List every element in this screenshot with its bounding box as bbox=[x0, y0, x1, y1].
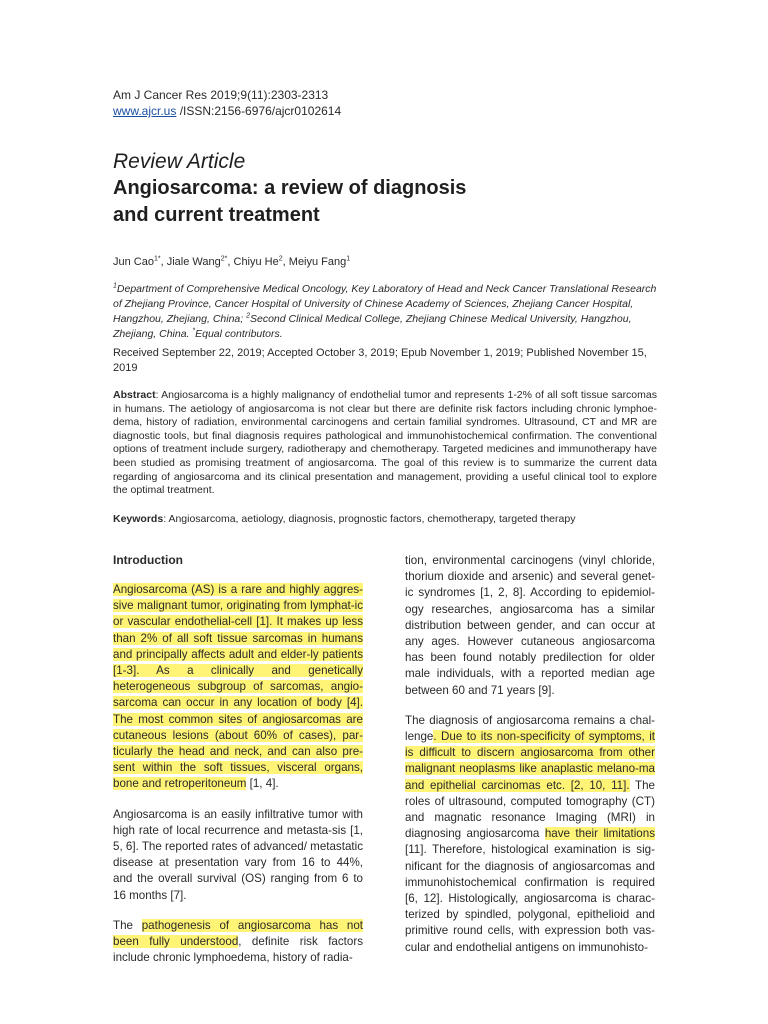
highlighted-text: have their limitations bbox=[544, 827, 655, 841]
paragraph-text: [1, 4]. bbox=[246, 777, 279, 791]
abstract bbox=[113, 389, 657, 498]
paragraph: Angiosarcoma is an easily infiltrative tumor with high rate of local recurrence and metasta-sis [1, 5, 6]. The reported rates of advanced/ metastatic disease at presentation vary from 16 to 44%, and the overall survival (OS) ranging from 6 to 16 months [7]. bbox=[113, 807, 363, 902]
affiliation-1: Department of Comprehensive Medical Oncology, Key Laboratory of Head and Neck Cancer Translational Research of Zhejiang Province, Cancer Hospital of University of Chinese Academy of Sciences, Zhejiang Cancer Hospital, Hangzhou, Zhejiang, China; bbox=[113, 283, 657, 325]
author-sup: 2 bbox=[278, 255, 283, 263]
keywords-label: Keywords bbox=[113, 513, 164, 525]
affiliation-2: Second Clinical Medical College, Zhejiang Chinese Medical University, Hangzhou, Zhejiang, China. bbox=[113, 313, 632, 340]
highlighted-text: . Due to its non-specificity of symptoms, it is difficult to discern angiosarcoma from other malignant neoplasms like anaplastic melano-ma and epithelial carcinomas etc. [2, 10, 11]. bbox=[405, 730, 655, 792]
paragraph-text: The roles of ultrasound, computed tomography (CT) and magnatic resonance Imaging (MRI) in diagnosing angiosarcoma bbox=[405, 778, 655, 841]
paragraph-text: [11]. Therefore, histological examination is sig-nificant for the diagnosis of angiosarcomas and immunohistochemical confirmation is required [6, 12]. Histologically, angiosarcoma is charac-terized by spindled, polygonal, epithelioid and primitive round cells, with expression both vas-cular and endothelial antigens on immunohisto- bbox=[405, 843, 655, 954]
author-sup: 1 bbox=[346, 255, 351, 263]
paragraph-text: The bbox=[113, 918, 142, 932]
left-column bbox=[113, 582, 363, 980]
journal-link-line bbox=[113, 104, 341, 119]
author-list: Jun Cao$^{1*}$, Jiale Wang$^{2*}$, Chiyu He$^2$, Meiyu Fang$^1$ bbox=[113, 255, 351, 268]
section-heading-introduction: Introduction bbox=[113, 553, 183, 567]
author-name: Meiyu Fang bbox=[288, 256, 347, 268]
article-title bbox=[113, 175, 466, 229]
article-type: Review Article bbox=[113, 150, 246, 173]
keywords-text: : Angiosarcoma, aetiology, diagnosis, prognostic factors, chemotherapy, targeted therapy bbox=[163, 513, 576, 525]
keywords bbox=[113, 513, 657, 527]
paragraph: tion, environmental carcinogens (vinyl chloride, thorium dioxide and arsenic) and several genet-ic syndromes [1, 2, 8]. According to epidemiol-ogy researches, angiosarcoma has a similar distribution between gender, and can occur at any ages. However cutaneous angiosarcoma has been found notably predilection for older male individuals, with a reported median age between 60 and 71 years [9]. bbox=[405, 554, 655, 697]
issn: /ISSN:2156-6976/ajcr0102614 bbox=[176, 104, 342, 118]
highlighted-text: pathogenesis of angiosarcoma has not been fully understood bbox=[113, 918, 363, 949]
title-line-2: and current treatment bbox=[113, 204, 320, 226]
author-name: Jiale Wang bbox=[166, 256, 221, 268]
paragraph-text: The diagnosis of angiosarcoma remains a chal-lenge bbox=[405, 713, 655, 744]
journal-citation: Am J Cancer Res 2019;9(11):2303-2313 bbox=[113, 88, 329, 102]
abstract-text: : Angiosarcoma is a highly malignancy of endothelial tumor and represents 1-2% of all soft tissue sarcomas in humans. The aetiology of angiosarcoma is not clear but there are definite risk factors including chronic lymphoe-dema, history of radiation, environmental carcinogens and certain familial syndromes. Ultrasound, CT and MR are diagnostic tools, but final diagnosis requires pathological and immunohistochemical confirmation. The conventional options of treatment include surgery, radiotherapy and chemotherapy. Targeted medicines and immunotherapy have been studied as promising treatment of angiosarcoma. The goal of this review is to summarize the current data regarding of angiosarcoma and its clinical presentation and management, providing a useful clinical tool to explore the optimal treatment. bbox=[113, 389, 657, 497]
highlighted-text: Angiosarcoma (AS) is a rare and highly aggres-sive malignant tumor, originating from lymphat-ic or vascular endothelial-cell [1]. It makes up less than 2% of all soft tissue sarcomas in humans and principally affects adult and elder-ly patients [1-3]. As a clinically and genetically heterogeneous subgroup of sarcomas, angio-sarcoma can occur in any location of body [4]. The most common sites of angiosarcomas are cutaneous lesions (about 60% of cases), par-ticularly the head and neck, and can also pre-sent within the soft tissues, visceral organs, bone and retroperitoneum bbox=[113, 583, 363, 791]
affiliations: $^1$Department of Comprehensive Medical Oncology, Key Laboratory of Head and Neck Cancer Translational Research of Zhejiang Province, Cancer Hospital of University of Chinese Academy of Sciences, Zhejiang Cancer Hospital, Hangzhou, Zhejiang, China; $^2$Second Clinical Medical College, Zhejiang Chinese Medical University, Hangzhou, Zhejiang, China. *Equal contributors. bbox=[113, 282, 657, 340]
paragraph bbox=[113, 582, 363, 793]
equal-contributors-note: Equal contributors. bbox=[195, 328, 283, 340]
journal-link[interactable]: www.ajcr.us bbox=[113, 104, 177, 118]
paragraph-text: , definite risk factors include chronic lymphoedema, history of radia- bbox=[113, 935, 363, 965]
author-sup: 2* bbox=[220, 255, 228, 263]
paragraph bbox=[113, 918, 363, 967]
publication-dates: Received September 22, 2019; Accepted October 3, 2019; Epub November 1, 2019; Published November 15, 2019 bbox=[113, 347, 647, 374]
abstract-label: Abstract bbox=[113, 389, 156, 401]
author-name: Chiyu He bbox=[233, 256, 279, 268]
author-name: Jun Cao bbox=[113, 256, 154, 268]
title-line-1: Angiosarcoma: a review of diagnosis bbox=[113, 177, 467, 199]
author-sup: 1* bbox=[153, 255, 161, 263]
right-column bbox=[405, 553, 655, 970]
paragraph bbox=[405, 713, 655, 956]
